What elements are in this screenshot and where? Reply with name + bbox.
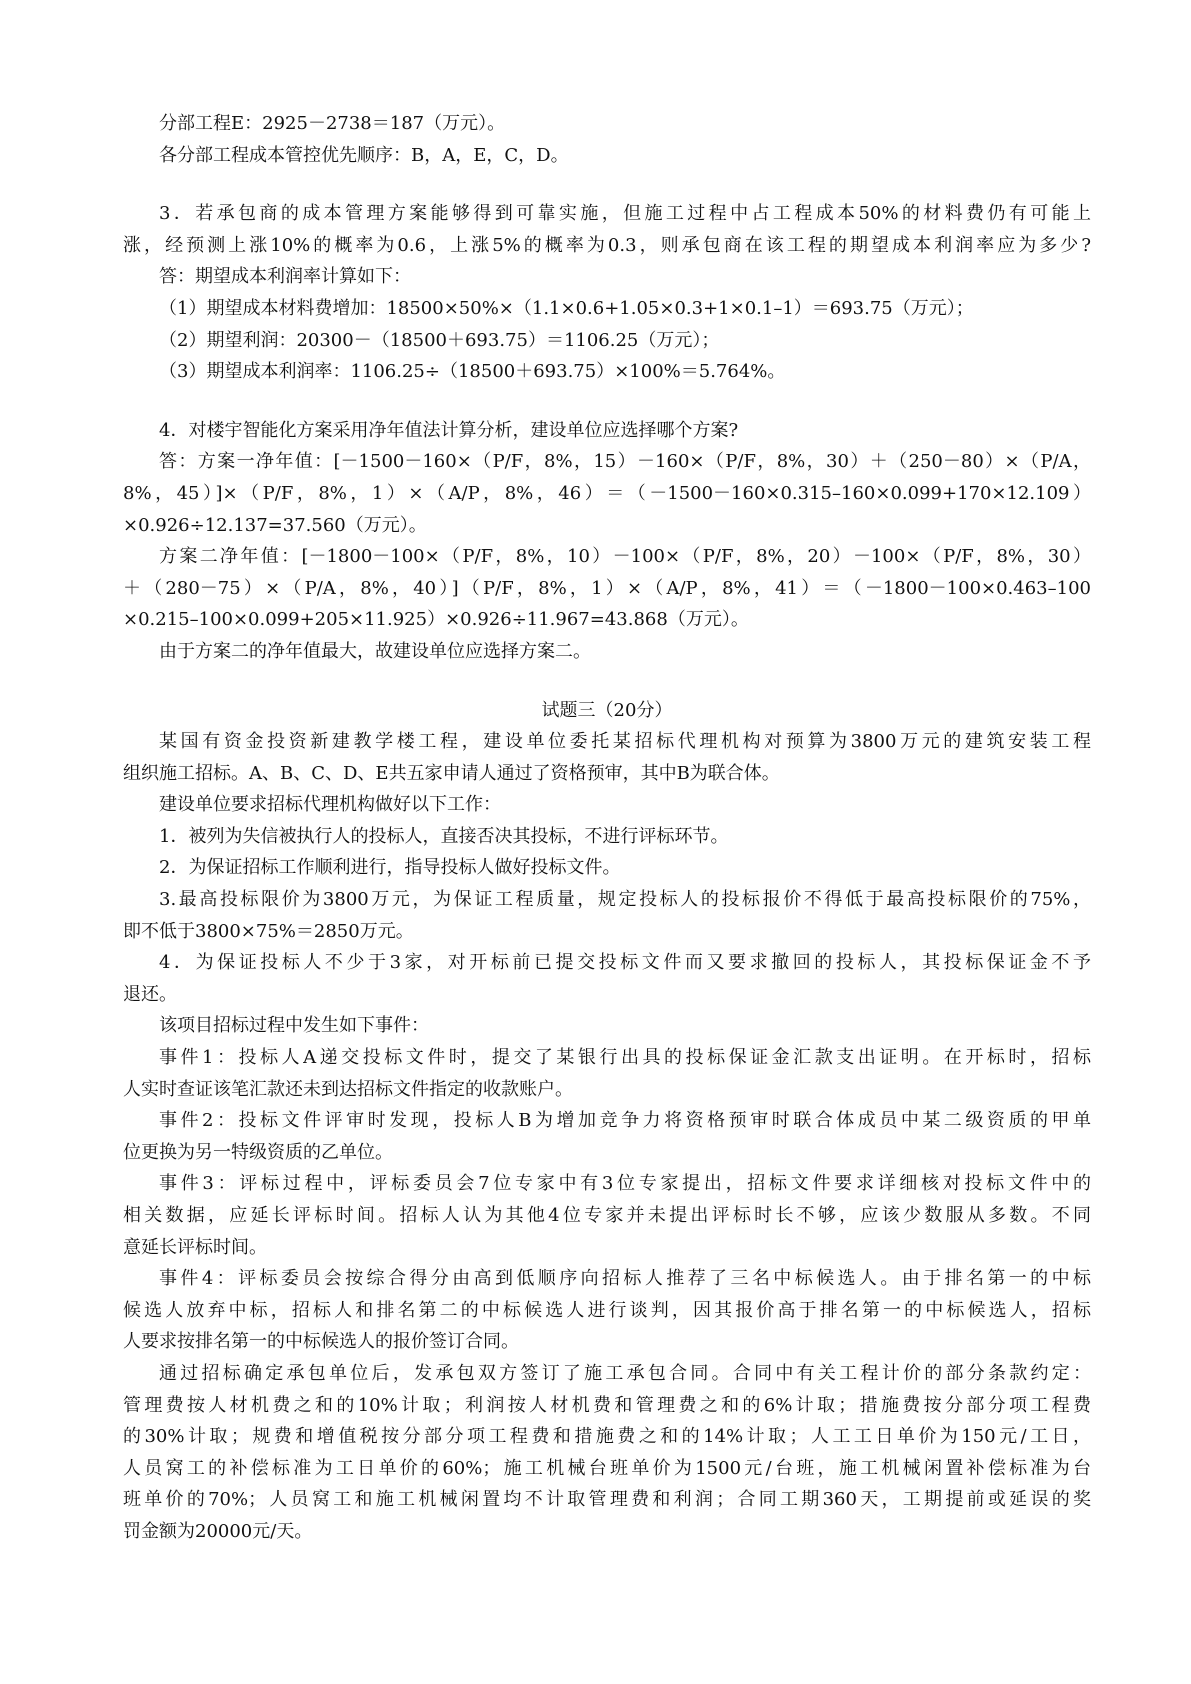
- text-line: 人要求按排名第一的中标候选人的报价签订合同。: [123, 1331, 519, 1353]
- text-line: 罚金额为20000元/天。: [123, 1520, 313, 1542]
- text-line: 组织施工招标。A、B、C、D、E共五家申请人通过了资格预审，其中B为联合体。: [123, 762, 780, 784]
- text-line: 人实时查证该笔汇款还未到达招标文件指定的收款账户。: [123, 1078, 573, 1100]
- text-line: 事件1：投标人A递交投标文件时，提交了某银行出具的投标保证金汇款支出证明。在开标时，招标: [159, 1047, 1091, 1069]
- text-line: ×0.215–100×0.099+205×11.925）×0.926÷11.967=43.868（万元）。: [123, 609, 749, 631]
- text-line: 4．为保证投标人不少于3家，对开标前已提交投标文件而又要求撤回的投标人，其投标保证金不予: [159, 952, 1091, 974]
- text-line: 答：期望成本利润率计算如下：: [159, 266, 411, 288]
- text-line: 管理费按人材机费之和的10%计取；利润按人材机费和管理费之和的6%计取；措施费按分部分项工程费: [123, 1394, 1091, 1416]
- text-line: 3.最高投标限价为3800万元，为保证工程质量，规定投标人的投标报价不得低于最高投标限价的75%，: [159, 889, 1091, 911]
- text-line: ＋（280－75）×（P/A，8%，40）]（P/F，8%，1）×（A/P，8%，41）＝（－1800－100×0.463–100: [123, 577, 1091, 599]
- text-line: 通过招标确定承包单位后，发承包双方签订了施工承包合同。合同中有关工程计价的部分条款约定：: [159, 1362, 1091, 1384]
- text-line: 该项目招标过程中发生如下事件：: [159, 1015, 429, 1037]
- text-line: 退还。: [123, 983, 177, 1005]
- paragraph-gap: [123, 668, 1091, 695]
- paragraph-gap: [123, 388, 1091, 415]
- text-line: 答：方案一净年值：[－1500－160×（P/F，8%，15）－160×（P/F，8%，30）＋（250－80）×（P/A，: [159, 451, 1091, 473]
- text-line: 建设单位要求招标代理机构做好以下工作：: [159, 794, 501, 816]
- text-line: 候选人放弃中标，招标人和排名第二的中标候选人进行谈判，因其报价高于排名第一的中标候选人，招标: [123, 1299, 1091, 1321]
- text-line: 涨，经预测上涨10%的概率为0.6，上涨5%的概率为0.3，则承包商在该工程的期望成本利润率应为多少?: [123, 234, 1091, 256]
- paragraph-gap: [123, 171, 1091, 198]
- text-line: 8%，45）]×（P/F，8%，1）×（A/P，8%，46）＝（－1500－160×0.315–160×0.099+170×12.109）: [123, 482, 1091, 504]
- text-line: 4．对楼宇智能化方案采用净年值法计算分析，建设单位应选择哪个方案?: [159, 419, 739, 441]
- text-line: 方案二净年值：[－1800－100×（P/F，8%，10）－100×（P/F，8%，20）－100×（P/F，8%，30）: [159, 546, 1091, 568]
- text-line: 3．若承包商的成本管理方案能够得到可靠实施，但施工过程中占工程成本50%的材料费仍有可能上: [159, 203, 1091, 225]
- text-line: （1）期望成本材料费增加：18500×50%×（1.1×0.6+1.05×0.3+1×0.1–1）＝693.75（万元）；: [159, 297, 974, 319]
- text-line: 相关数据，应延长评标时间。招标人认为其他4位专家并未提出评标时长不够，应该少数服从多数。不同: [123, 1205, 1091, 1226]
- text-line: 2．为保证招标工作顺利进行，指导投标人做好投标文件。: [159, 857, 621, 879]
- text-line: 位更换为另一特级资质的乙单位。: [123, 1141, 393, 1163]
- text-line: ×0.926÷12.137=37.560（万元）。: [123, 514, 427, 536]
- text-line: （2）期望利润：20300－（18500＋693.75）＝1106.25（万元）；: [159, 329, 720, 351]
- text-line: （3）期望成本利润率：1106.25÷（18500＋693.75）×100%＝5.764%。: [159, 361, 786, 383]
- text-line: 事件4：评标委员会按综合得分由高到低顺序向招标人推荐了三名中标候选人。由于排名第一的中标: [159, 1268, 1091, 1290]
- text-line: 人员窝工的补偿标准为工日单价的60%；施工机械台班单价为1500元/台班，施工机械闲置补偿标准为台: [123, 1457, 1091, 1479]
- text-line: 某国有资金投资新建教学楼工程，建设单位委托某招标代理机构对预算为3800万元的建筑安装工程: [159, 731, 1091, 753]
- text-line: 意延长评标时间。: [123, 1236, 267, 1258]
- text-line: 即不低于3800×75%＝2850万元。: [123, 920, 414, 942]
- document-body: [123, 108, 1091, 1548]
- text-line: 各分部工程成本管控优先顺序：B，A，E，C，D。: [159, 144, 569, 166]
- text-line: 由于方案二的净年值最大，故建设单位应选择方案二。: [159, 640, 591, 662]
- text-line: 1．被列为失信被执行人的投标人，直接否决其投标，不进行评标环节。: [159, 825, 729, 847]
- section-heading: 试题三（20分）: [541, 699, 673, 721]
- text-line: 的30%计取；规费和增值税按分部分项工程费和措施费之和的14%计取；人工工日单价为150元/工日，: [123, 1426, 1091, 1448]
- text-line: 事件2：投标文件评审时发现，投标人B为增加竞争力将资格预审时联合体成员中某二级资质的甲单: [159, 1110, 1091, 1132]
- text-line: 分部工程E：2925－2738＝187（万元）。: [159, 113, 506, 134]
- text-line: 班单价的70%；人员窝工和施工机械闲置均不计取管理费和利润；合同工期360天，工期提前或延误的奖: [123, 1489, 1091, 1511]
- text-line: 事件3：评标过程中，评标委员会7位专家中有3位专家提出，招标文件要求详细核对投标文件中的: [159, 1173, 1091, 1195]
